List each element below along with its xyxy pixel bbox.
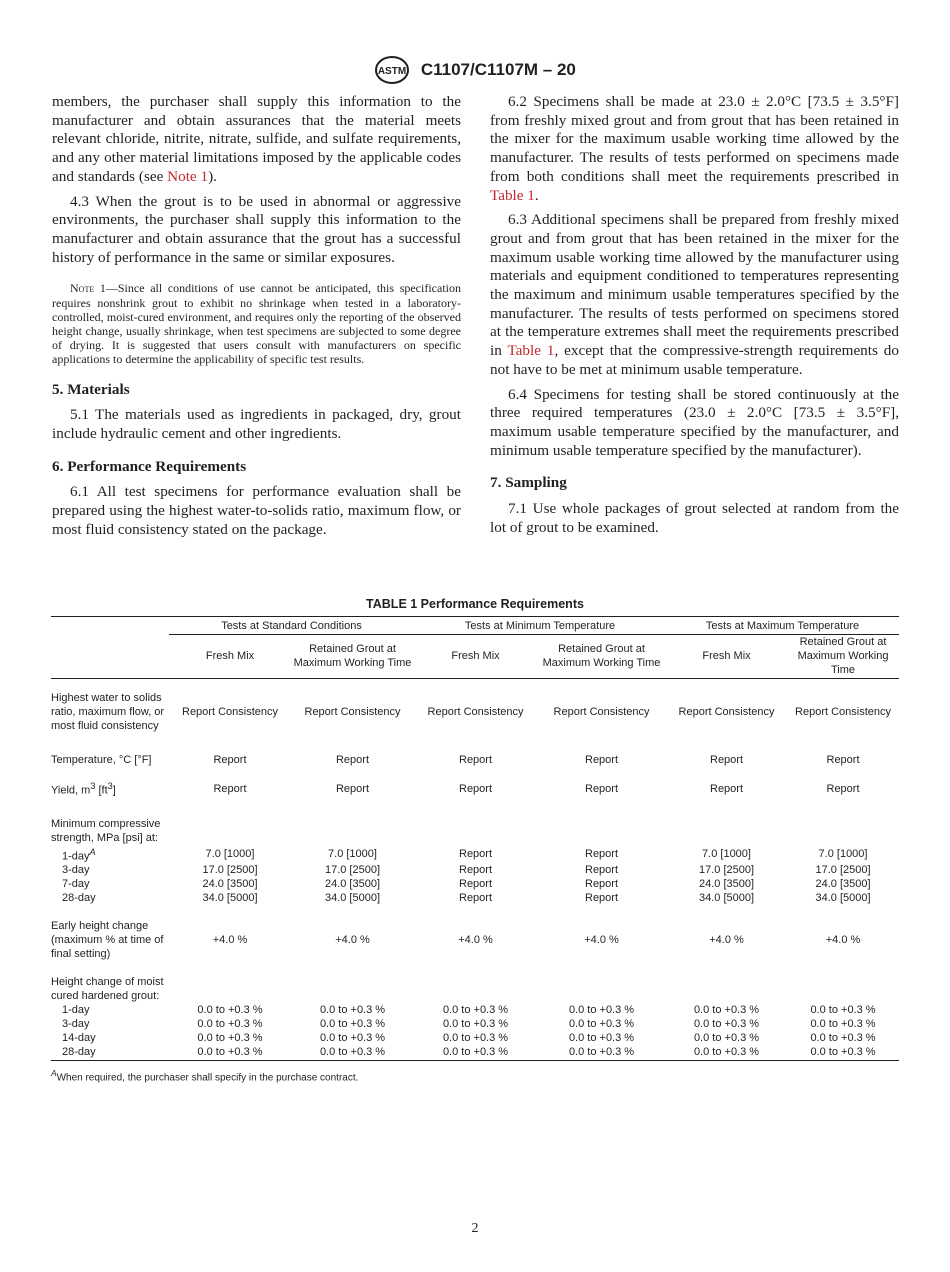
row-label: Height change of moist cured hardened grout: bbox=[51, 976, 164, 1003]
table-cell: 17.0 [2500] bbox=[815, 864, 871, 877]
paragraph-5-1: 5.1 The materials used as ingredients in packaged, dry, grout include hydraulic cement and other ingredients. bbox=[52, 406, 461, 442]
table-cell: 17.0 [2500] bbox=[324, 864, 381, 877]
table-cell: Report Consistency bbox=[795, 705, 892, 718]
table-title: TABLE 1 Performance Requirements bbox=[366, 597, 584, 611]
table-row bbox=[51, 679, 899, 745]
table-cell: 34.0 [5000] bbox=[324, 892, 381, 905]
row-label: Minimum compressive strength, MPa [psi] at: bbox=[51, 817, 161, 844]
column-header: Fresh Mix bbox=[414, 635, 537, 679]
table-cell: 0.0 to +0.3 % bbox=[693, 1018, 760, 1031]
table-cell: Report bbox=[585, 892, 619, 905]
table-1-link[interactable]: Table 1 bbox=[507, 342, 555, 360]
table-cell: 24.0 [3500] bbox=[815, 878, 871, 891]
column-header: Fresh Mix bbox=[666, 635, 787, 679]
table-cell: Report bbox=[826, 753, 860, 766]
table-cell: Report bbox=[213, 753, 247, 766]
table-cell: Report Consistency bbox=[182, 705, 278, 718]
table-cell: 34.0 [5000] bbox=[698, 892, 755, 905]
table-cell: 17.0 [2500] bbox=[202, 864, 258, 877]
table-cell: Report bbox=[826, 782, 860, 795]
table-row bbox=[51, 775, 899, 803]
section-heading-materials: 5. Materials bbox=[52, 380, 130, 398]
table-row: 3-day 0.0 to +0.3 % 0.0 to +0.3 % 0.0 to +0.3 % 0.0 to +0.3 % 0.0 to +0.3 % 0.0 to +0.3 % bbox=[51, 1017, 899, 1031]
table-row bbox=[51, 817, 899, 845]
left-column bbox=[52, 93, 461, 545]
astm-logo-icon bbox=[374, 55, 410, 85]
table-row bbox=[51, 919, 899, 961]
paragraph-7-1: 7.1 Use whole packages of grout selected at random from the lot of grout to be examined. bbox=[490, 500, 899, 536]
table-cell: 0.0 to +0.3 % bbox=[810, 1004, 876, 1017]
table-cell: Report bbox=[213, 782, 247, 795]
table-cell: 0.0 to +0.3 % bbox=[442, 1032, 509, 1045]
row-label: Yield, $m^3$ $[ft^3]$ bbox=[51, 781, 116, 797]
paragraph-6-4: 6.4 Specimens for testing shall be stored continuously at the three required temperatures (23.0 ± 2.0°C [73.5 ± 3.5°F], maximum usable temperature specified by the manufacturer, and minimum usable temperature specified by the manufacturer). bbox=[490, 385, 899, 459]
table-row: 14-day 0.0 to +0.3 % 0.0 to +0.3 % 0.0 to +0.3 % 0.0 to +0.3 % 0.0 to +0.3 % 0.0 to +0.3 % bbox=[51, 1031, 899, 1045]
table-footnote: $^A$When required, the purchaser shall specify in the purchase contract. bbox=[51, 1068, 359, 1084]
table-cell: 0.0 to +0.3 % bbox=[319, 1018, 386, 1031]
note-text: —Since all conditions of use cannot be anticipated, this specification requires nonshrink grout to exhibit no shrinkage when tested in a laboratory-controlled, moist-cured environment, and requires only the reporting of the observed height change, usually shrinkage, when test specimens are subjected to some degree of drying. It is suggested that users consult with manufacturers on specific applications to determine the applicability of specific test results. bbox=[52, 281, 461, 367]
table-row: 28-day 0.0 to +0.3 % 0.0 to +0.3 % 0.0 to +0.3 % 0.0 to +0.3 % 0.0 to +0.3 % 0.0 to +0.3 % bbox=[51, 1045, 899, 1061]
table-row: 7-day 24.0 [3500] 24.0 [3500] Report Report 24.0 [3500] 24.0 [3500] bbox=[51, 877, 899, 891]
table-cell: 0.0 to +0.3 % bbox=[197, 1004, 263, 1017]
table-cell: 7.0 [1000] bbox=[702, 847, 751, 860]
table-cell: Report Consistency bbox=[304, 705, 401, 718]
table-cell: 0.0 to +0.3 % bbox=[197, 1032, 263, 1045]
table-cell: Report Consistency bbox=[553, 705, 650, 718]
table-cell: 0.0 to +0.3 % bbox=[693, 1032, 760, 1045]
table-cell: 0.0 to +0.3 % bbox=[787, 1045, 899, 1061]
table-cell: Report Consistency bbox=[678, 705, 775, 718]
table-row bbox=[51, 975, 899, 1003]
performance-requirements-table bbox=[51, 616, 899, 1061]
column-header: Retained Grout at Maximum Working Time bbox=[537, 635, 666, 679]
table-cell: 0.0 to +0.3 % bbox=[537, 1045, 666, 1061]
table-cell: Report bbox=[585, 782, 619, 795]
note-1 bbox=[52, 281, 461, 366]
table-row: 1-day 0.0 to +0.3 % 0.0 to +0.3 % 0.0 to +0.3 % 0.0 to +0.3 % 0.0 to +0.3 % 0.0 to +0.3 % bbox=[51, 1003, 899, 1017]
table-cell: 0.0 to +0.3 % bbox=[169, 1045, 291, 1061]
table-cell: 7.0 [1000] bbox=[205, 847, 255, 860]
table-group-header-row bbox=[51, 617, 899, 635]
table-cell: 0.0 to +0.3 % bbox=[693, 1004, 760, 1017]
table-cell: Report bbox=[585, 847, 619, 860]
section-heading-performance: 6. Performance Requirements bbox=[52, 457, 247, 475]
column-header: Fresh Mix bbox=[169, 635, 291, 679]
paragraph-4-3: 4.3 When the grout is to be used in abnormal or aggressive environments, the purchaser shall supply this information to the manufacturer and obtain assurance that the grout has a successful history of performance in the same or similar exposures. bbox=[52, 192, 461, 266]
table-cell: 34.0 [5000] bbox=[815, 892, 871, 905]
table-cell: 0.0 to +0.3 % bbox=[197, 1018, 263, 1031]
table-cell: 0.0 to +0.3 % bbox=[442, 1018, 509, 1031]
table-cell: 0.0 to +0.3 % bbox=[568, 1032, 635, 1045]
table-cell: Report bbox=[585, 864, 619, 877]
group-header: Tests at Standard Conditions bbox=[169, 617, 414, 635]
table-subheader-row bbox=[51, 635, 899, 679]
table-cell: 0.0 to +0.3 % bbox=[810, 1018, 876, 1031]
table-cell: Report bbox=[459, 782, 493, 795]
right-column bbox=[490, 93, 899, 543]
page-header bbox=[0, 55, 950, 85]
column-header: Retained Grout at Maximum Working Time bbox=[291, 635, 414, 679]
column-header: Retained Grout at Maximum Working Time bbox=[787, 635, 899, 679]
table-cell: 24.0 [3500] bbox=[324, 878, 381, 891]
note-1-link[interactable]: Note 1 bbox=[167, 167, 209, 185]
table-cell: +4.0 % bbox=[212, 934, 248, 947]
table-cell: 0.0 to +0.3 % bbox=[319, 1032, 386, 1045]
page-number: 2 bbox=[471, 1221, 479, 1236]
note-label: Note 1 bbox=[70, 281, 106, 296]
table-cell: 0.0 to +0.3 % bbox=[291, 1045, 414, 1061]
table-cell: Report bbox=[459, 864, 493, 877]
table-cell: 0.0 to +0.3 % bbox=[442, 1004, 509, 1017]
table-cell: 0.0 to +0.3 % bbox=[414, 1045, 537, 1061]
section-heading-sampling: 7. Sampling bbox=[490, 474, 567, 492]
table-cell: 0.0 to +0.3 % bbox=[568, 1004, 635, 1017]
table-cell: 24.0 [3500] bbox=[202, 878, 258, 891]
table-cell: +4.0 % bbox=[825, 934, 861, 947]
table-cell: Report bbox=[710, 782, 744, 795]
table-cell: Report bbox=[335, 782, 370, 795]
table-cell: Report Consistency bbox=[427, 705, 524, 718]
table-cell: 34.0 [5000] bbox=[202, 892, 258, 905]
table-cell: Report bbox=[585, 753, 619, 766]
paragraph-6-1: 6.1 All test specimens for performance evaluation shall be prepared using the highest water-to-solids ratio, maximum flow, or most fluid consistency stated on the package. bbox=[52, 483, 461, 538]
table-cell: Report bbox=[459, 878, 493, 891]
paragraph-6-3: 6.3 Additional specimens shall be prepared from freshly mixed grout and from grout that has been retained in the mixer for the maximum usable working time allowed by the manufacturer using materials and equipment conditioned to temperatures representing the maximum and minimum usable temperatures specified by the manufacturer. The results of tests performed on specimens stored at the temperature extremes shall meet the requirements prescribed in Table 1, except that the compressive-strength requirements do not have to be met at minimum usable temperature. bbox=[490, 211, 899, 378]
standard-designation: C1107/C1107M – 20 bbox=[420, 60, 576, 79]
table-cell: Report bbox=[459, 753, 493, 766]
table-cell: +4.0 % bbox=[458, 934, 493, 947]
paragraph-6-2: 6.2 Specimens shall be made at 23.0 ± 2.0°C [73.5 ± 3.5°F] from freshly mixed grout and from grout that has been retained in the mixer for the maximum usable working time allowed by the manufacturer. The results of tests performed on specimens made from both conditions shall meet the requirements prescribed in Table 1. bbox=[490, 93, 899, 204]
group-header: Tests at Minimum Temperature bbox=[414, 617, 666, 635]
table-cell: Report bbox=[335, 753, 370, 766]
table-row bbox=[51, 745, 899, 775]
table-1-link[interactable]: Table 1 bbox=[490, 186, 535, 204]
svg-text:ASTM: ASTM bbox=[377, 66, 407, 77]
performance-table-block bbox=[51, 597, 899, 1085]
group-header: Tests at Maximum Temperature bbox=[666, 617, 899, 635]
table-cell: Report bbox=[459, 847, 493, 860]
table-row: 1-day$^A$ 7.0 [1000] 7.0 [1000] Report Report 7.0 [1000] 7.0 [1000] bbox=[51, 845, 899, 864]
table-cell: +4.0 % bbox=[709, 934, 744, 947]
table-cell: 24.0 [3500] bbox=[698, 878, 755, 891]
paragraph-continued: members, the purchaser shall supply this information to the manufacturer and obtain assurances that the material meets relevant chloride, nitrite, nitrate, sulfide, and sulfate requirements, and any other material limitations imposed by the applicable codes and standards (see Note 1). bbox=[52, 93, 461, 185]
table-cell: +4.0 % bbox=[584, 934, 619, 947]
row-label: Early height change (maximum % at time of final setting) bbox=[51, 920, 164, 961]
table-row: 3-day 17.0 [2500] 17.0 [2500] Report Report 17.0 [2500] 17.0 [2500] bbox=[51, 863, 899, 877]
table-cell: 7.0 [1000] bbox=[818, 847, 868, 860]
table-cell: +4.0 % bbox=[335, 934, 370, 947]
table-cell: Report bbox=[459, 892, 493, 905]
table-cell: 17.0 [2500] bbox=[698, 864, 755, 877]
table-row: 28-day 34.0 [5000] 34.0 [5000] Report Report 34.0 [5000] 34.0 [5000] bbox=[51, 891, 899, 905]
table-cell: 7.0 [1000] bbox=[328, 847, 377, 860]
table-cell: Report bbox=[710, 753, 744, 766]
table-cell: 0.0 to +0.3 % bbox=[810, 1032, 876, 1045]
row-label: Temperature, °C [°F] bbox=[51, 753, 152, 766]
row-label: Highest water to solids ratio, maximum flow, or most fluid consistency bbox=[51, 691, 165, 732]
table-cell: 0.0 to +0.3 % bbox=[666, 1045, 787, 1061]
table-cell: Report bbox=[585, 878, 619, 891]
table-cell: 0.0 to +0.3 % bbox=[319, 1004, 386, 1017]
table-cell: 0.0 to +0.3 % bbox=[568, 1018, 635, 1031]
